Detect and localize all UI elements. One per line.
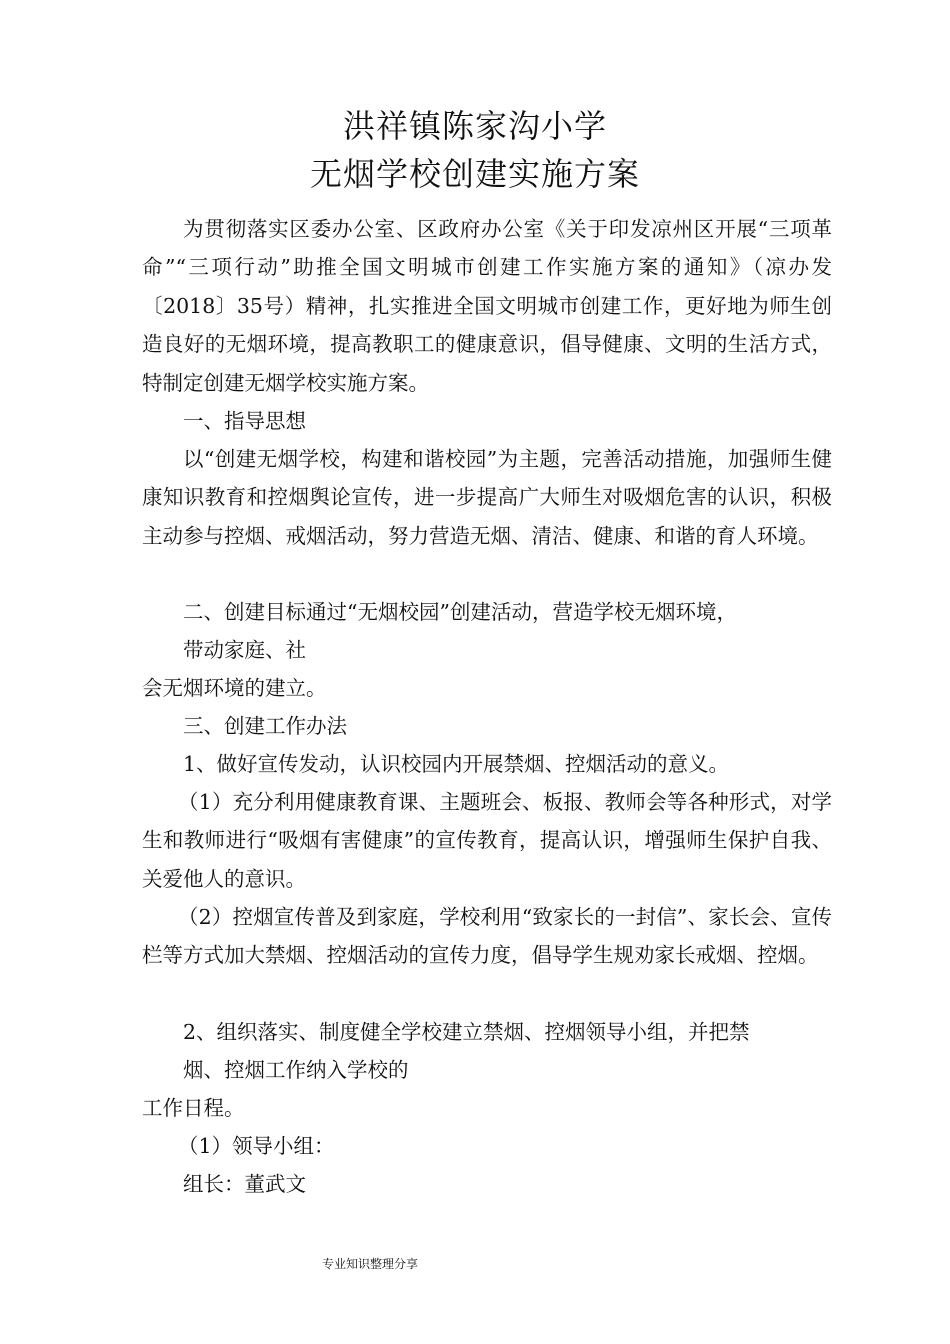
section1-paragraph: 以“创建无烟学校，构建和谐校园”为主题，完善活动措施，加强师生健康知识教育和控烟舆论宣传，进一步提高广大师生对吸烟危害的认识，积极主动参与控烟、戒烟活动，努力营造无烟、清洁、健康、和谐的育人环境。 <box>142 447 832 548</box>
page-footer: 专业知识整理分享 <box>321 1257 418 1271</box>
document-title-school: 洪祥镇陈家沟小学 <box>342 107 607 145</box>
item2-sub1: （1）领导小组： <box>178 1134 335 1158</box>
intro-paragraph: 为贯彻落实区委办公室、区政府办公室《关于印发凉州区开展“三项革命”“三项行动”助推全国文明城市创建工作实施方案的通知》（凉办发〔2018〕35号）精神，扎实推进全国文明城市创建工作，更好地为师生创造良好的无烟环境，提高教职工的健康意识，倡导健康、文明的生活方式，特制定创建无烟学校实施方案。 <box>142 217 832 395</box>
item1-heading: 1、做好宣传发动，认识校园内开展禁烟、控烟活动的意义。 <box>183 752 730 776</box>
section3-heading: 三、创建工作办法 <box>183 714 347 738</box>
section2-line2: 带动家庭、社 <box>183 638 306 662</box>
section1-heading: 一、指导思想 <box>183 409 306 433</box>
section2-line3: 会无烟环境的建立。 <box>142 676 327 700</box>
item1-sub2-paragraph: （2）控烟宣传普及到家庭，学校利用“致家长的一封信”、家长会、宣传栏等方式加大禁烟、控烟活动的宣传力度，倡导学生规劝家长戒烟、控烟。 <box>142 905 832 968</box>
item1-sub1-paragraph: （1）充分利用健康教育课、主题班会、板报、教师会等各种形式，对学生和教师进行“吸烟有害健康”的宣传教育，提高认识，增强师生保护自我、关爱他人的意识。 <box>142 790 832 891</box>
section2-line1: 二、创建目标通过“无烟校园”创建活动，营造学校无烟环境， <box>183 600 737 624</box>
item2-line3: 工作日程。 <box>142 1096 245 1120</box>
item2-line2: 烟、控烟工作纳入学校的 <box>183 1058 409 1082</box>
leader-line: 组长：董武文 <box>183 1172 306 1196</box>
item2-line1: 2、组织落实、制度健全学校建立禁烟、控烟领导小组，并把禁 <box>183 1020 750 1044</box>
document-title-plan: 无烟学校创建实施方案 <box>309 155 640 193</box>
